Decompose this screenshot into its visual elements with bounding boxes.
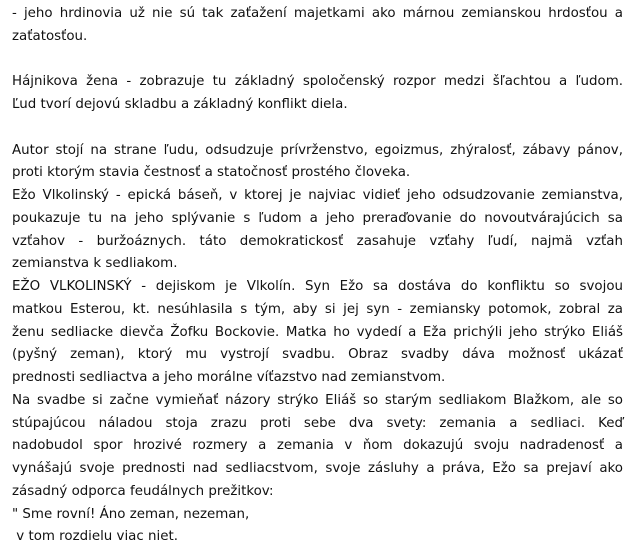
text-line: EŽO VLKOLINSKÝ - dejiskom je Vlkolín. Syn Ežo sa dostáva do konfliktu so svojou (12, 279, 623, 294)
text-line: proti ktorým stavia čestnosť a statočnosť prostého človeka. (12, 165, 411, 181)
text-line: stúpajúcou náladou stoja zrazu proti sebe dva svety: zemania a sedliaci. Keď (12, 415, 623, 431)
text-line: Autor stojí na strane ľudu, odsudzuje prívrženstvo, egoizmus, zhýralosť, zábavy pánov, (12, 142, 623, 158)
paragraph-gap (12, 117, 623, 140)
text-line: zaťatosťou. (12, 28, 88, 44)
text-line: nadobudol spor hrozivé rozmery a zemania v ňom dokazujú svoju nadradenosť a (12, 438, 623, 454)
text-line: Ežo Vlkolinský - epická báseň, v ktorej je najviac vidieť jeho odsudzovanie zemianstva, (12, 188, 623, 203)
paragraph-ezo-dej (12, 276, 623, 390)
verse-line: v tom rozdielu viac niet. (12, 529, 178, 545)
document-body (12, 3, 623, 549)
text-line: Hájnikova žena - zobrazuje tu základný spoločenský rozpor medzi šľachtou a ľudom. (12, 74, 623, 90)
text-line: Na svadbe si začne vymieňať názory strýko Eliáš so starým sedliakom Blažkom, ale so (12, 392, 623, 408)
paragraph-gap (12, 49, 623, 72)
paragraph-svadba (12, 390, 623, 504)
text-line: poukazuje tu na jeho splývanie s ľudom a jeho preraďovanie do novoutvárajúcich sa (12, 210, 623, 226)
paragraph-autor (12, 140, 623, 186)
text-line: vzťahov - buržoáznych. táto demokratickosť zasahuje vzťahy ľudí, najmä vzťah (12, 233, 623, 249)
text-line: - jeho hrdinovia už nie sú tak zaťažení majetkami ako márnou zemianskou hrdosťou a (12, 6, 623, 21)
paragraph-heroes (12, 3, 623, 49)
text-line: zásadný odporca feudálnych prežitkov: (12, 483, 274, 499)
text-line: ženu sedliacke dievča Žofku Bockovie. Matka ho vydedí a Eža prichýli jeho strýko Eliáš (12, 324, 623, 340)
text-line: Ľud tvorí dejovú skladbu a základný konflikt diela. (12, 97, 348, 112)
text-line: vynášajú svoje prednosti nad sedliacstvom, svoje zásluhy a práva, Ežo sa prejaví ako (12, 461, 623, 476)
quote-verse (12, 504, 623, 550)
text-line: (pyšný zeman), ktorý mu vystrojí svadbu. Obraz svadby dáva možnosť ukázať (12, 347, 623, 363)
text-line: zemianstva k sedliakom. (12, 256, 178, 272)
verse-line: " Sme rovní! Áno zeman, nezeman, (12, 506, 250, 522)
text-line: prednosti sedliactva a jeho morálne víťazstvo nad zemianstvom. (12, 370, 446, 385)
text-line: matkou Esterou, kt. nesúhlasila s tým, aby si jej syn - zemiansky potomok, zobral za (12, 301, 623, 317)
paragraph-ezo-epicka-basen (12, 185, 623, 276)
paragraph-hajnikova-zena (12, 71, 623, 117)
